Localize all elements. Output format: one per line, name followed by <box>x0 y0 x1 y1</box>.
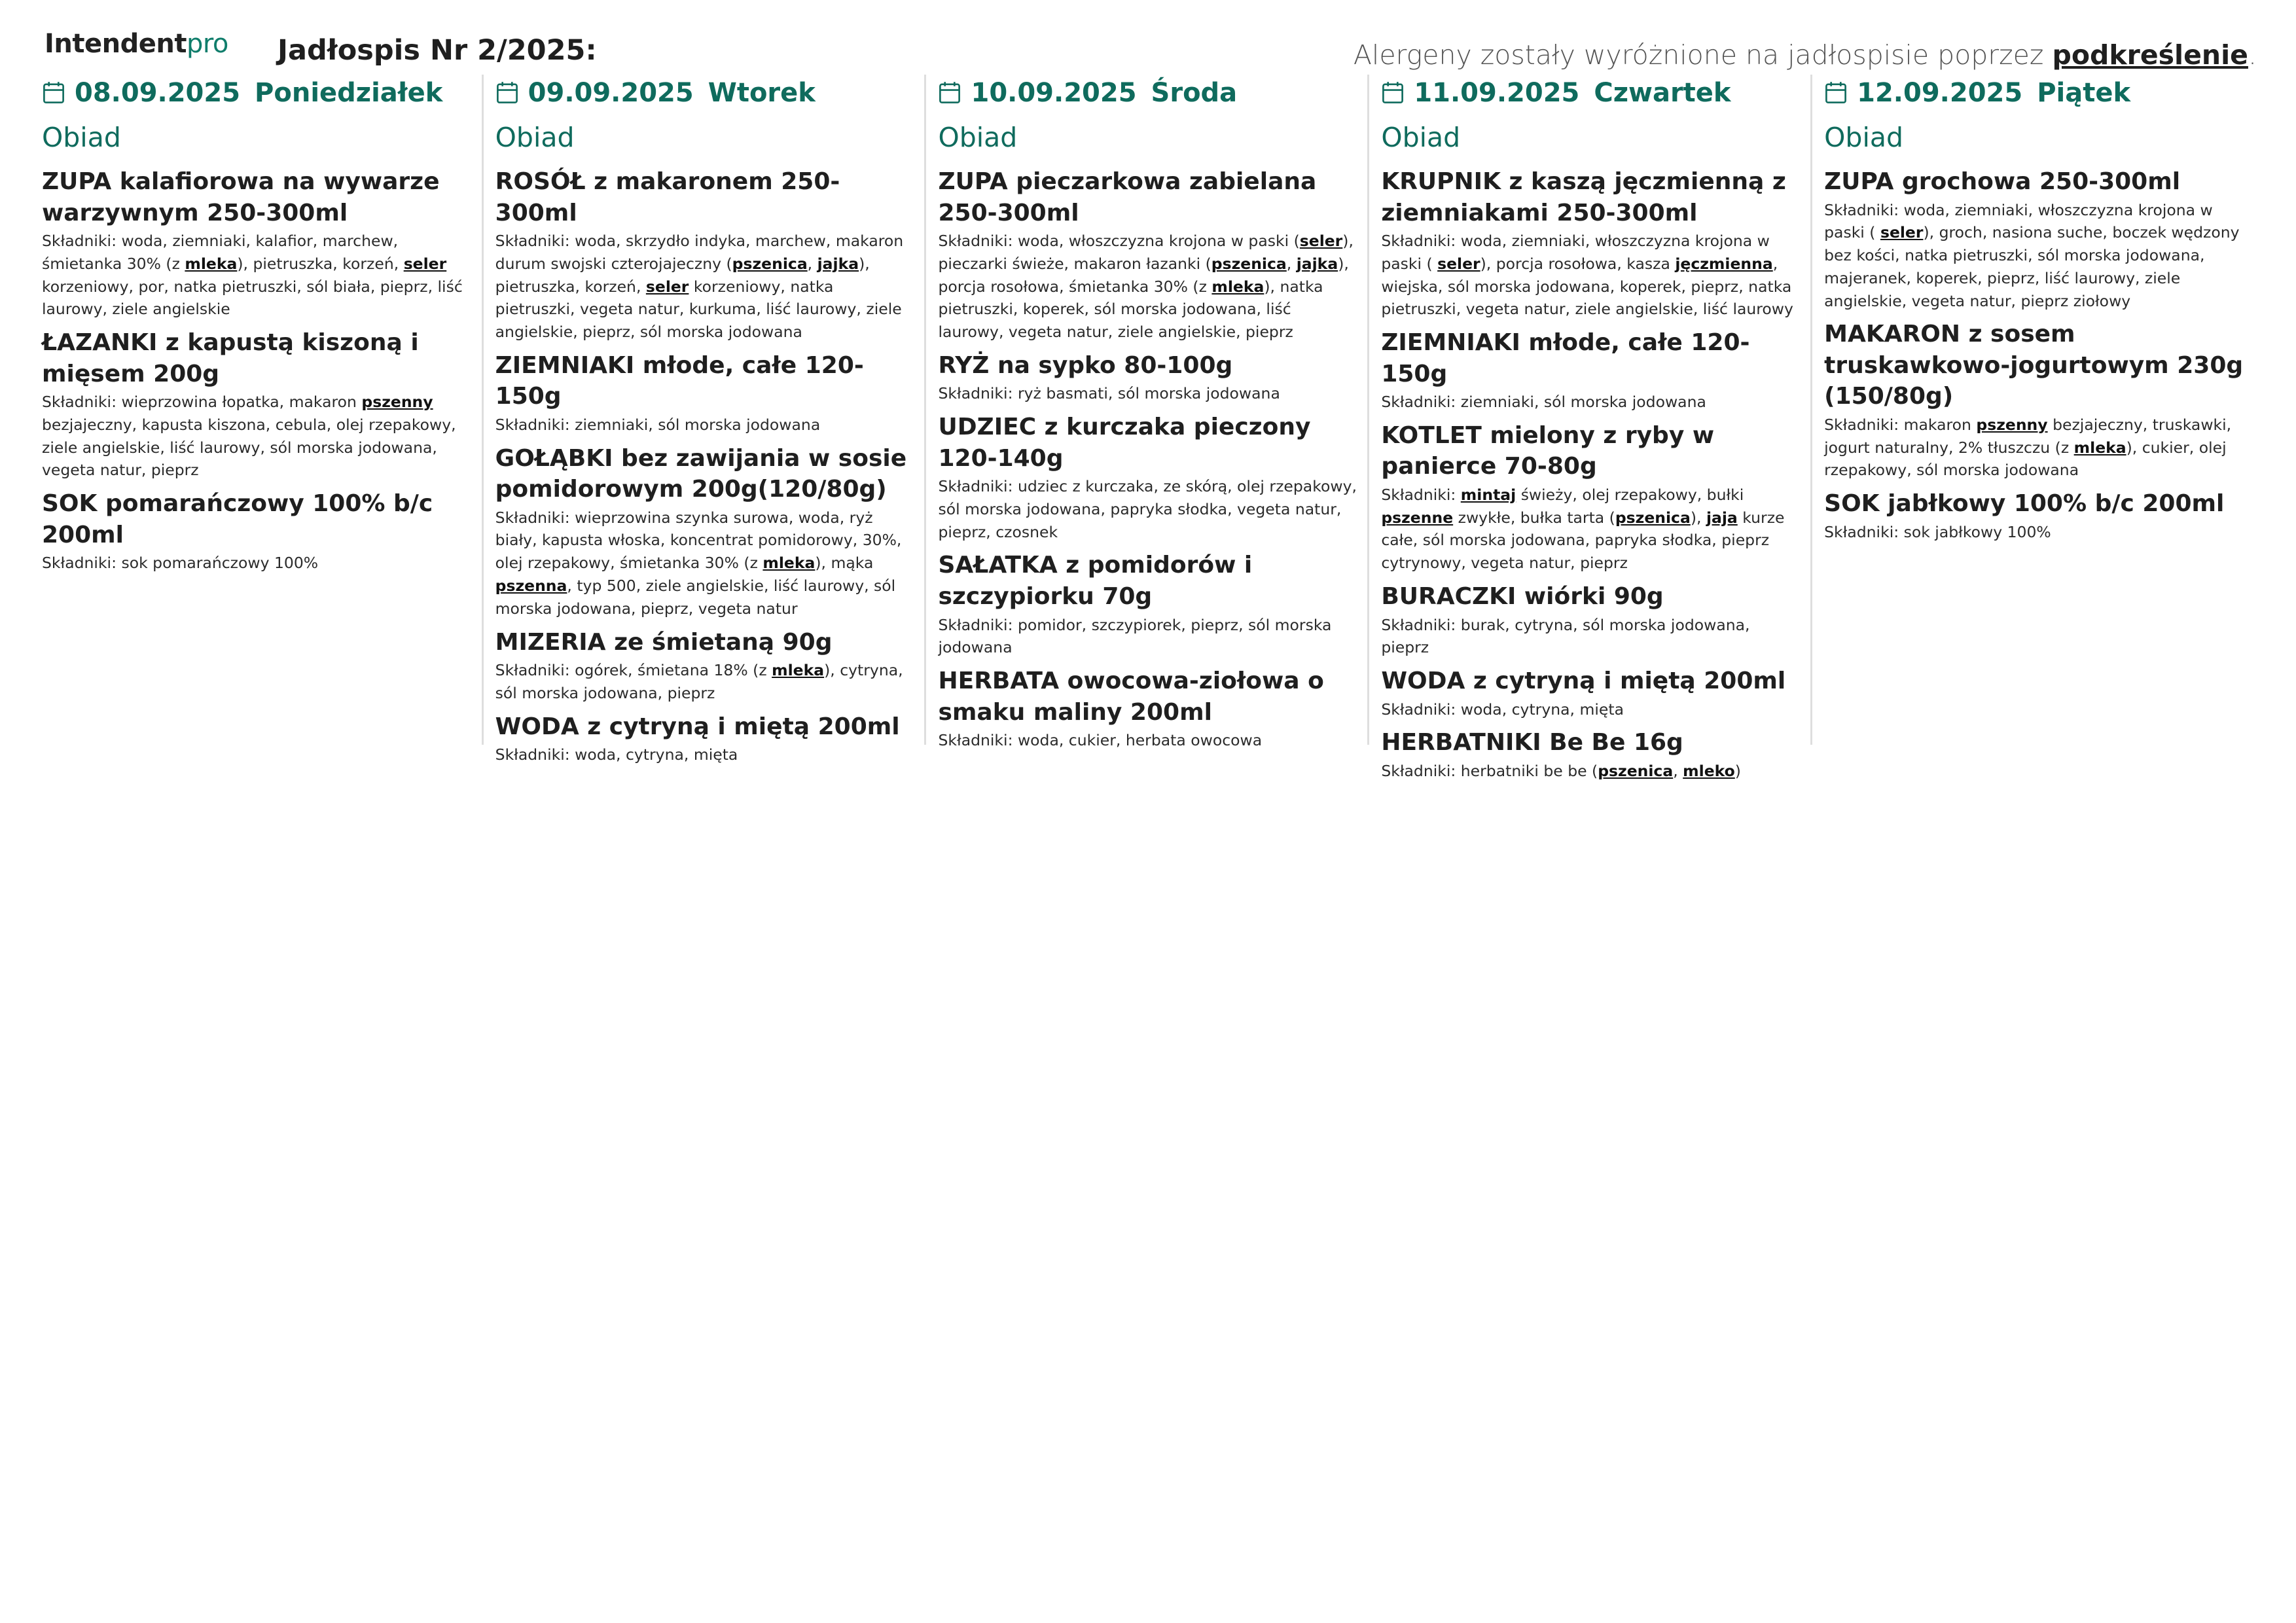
allergen: seler <box>1880 223 1924 242</box>
day-weekday: Piątek <box>2037 78 2131 108</box>
dish-ingredients <box>1381 230 1802 321</box>
ingredient-text: Składniki: ogórek, śmietana 18% (z <box>495 661 772 680</box>
dish-name: UDZIEC z kurczaka pieczony 120-140g <box>938 414 1311 472</box>
allergen: pszenny <box>361 393 433 412</box>
dish-name: ŁAZANKI z kapustą kiszoną i mięsem 200g <box>42 329 419 387</box>
dish-item <box>938 666 1363 752</box>
allergen: jęczmienna <box>1675 254 1773 273</box>
ingredient-text: ), pieczarki świeże, makaron łazanki ( <box>938 232 1354 273</box>
allergen: jaja <box>1706 508 1738 527</box>
ingredient-text: ), natka pietruszki, koperek, sól morska jodowana, liść laurowy, vegeta natur, ziele angielskie, pieprz <box>938 277 1323 342</box>
dish-name: ZUPA kalafiorowa na wywarze warzywnym 250-300ml <box>42 168 440 226</box>
dish-ingredients <box>495 507 916 620</box>
allergen: seler <box>1299 232 1343 251</box>
allergen: pszenne <box>1381 508 1454 527</box>
dish-name: SAŁATKA z pomidorów i szczypiorku 70g <box>938 552 1253 610</box>
ingredient-text: ), porcja rosołowa, kasza <box>1480 254 1676 273</box>
dish-ingredients <box>1381 484 1802 575</box>
calendar-icon <box>1824 80 1857 105</box>
ingredient-text: Składniki: herbatniki be be ( <box>1381 761 1598 780</box>
ingredient-text: ), pietruszka, korzeń, <box>237 254 404 273</box>
dish-name: ZUPA grochowa 250-300ml <box>1824 168 2181 195</box>
dish-item <box>1381 327 1806 414</box>
allergen: pszenica <box>1211 254 1287 273</box>
allergen: seler <box>403 254 447 273</box>
dish-item <box>1824 166 2249 312</box>
dish-name: GOŁĄBKI bez zawijania w sosie pomidorowym 200g(120/80g) <box>495 444 907 503</box>
ingredient-text: Składniki: pomidor, szczypiorek, pieprz, sól morska jodowana <box>938 615 1332 657</box>
dish-name: KOTLET mielony z ryby w panierce 70-80g <box>1381 421 1715 480</box>
day-column <box>927 72 1371 789</box>
meal-label: Obiad <box>938 122 1018 153</box>
ingredient-text: Składniki: wieprzowina szynka surowa, woda, ryż biały, kapusta włoska, koncentrat pomidorowy, 30%, olej rzepakowy, śmietanka 30% (z <box>495 508 902 573</box>
allergen-note <box>1354 39 2257 71</box>
ingredient-text: Składniki: ziemniaki, sól morska jodowana <box>495 415 821 434</box>
dish-item <box>938 412 1363 543</box>
meal-label: Obiad <box>495 122 575 153</box>
ingredient-text: Składniki: makaron <box>1824 415 1977 434</box>
allergen: seler <box>645 277 689 296</box>
day-column <box>1814 72 2257 789</box>
dish-item <box>495 166 920 344</box>
ingredient-text: Składniki: woda, cukier, herbata owocowa <box>938 731 1263 750</box>
ingredient-text: ), pietruszka, korzeń, <box>495 254 870 296</box>
allergen: pszenica <box>732 254 808 273</box>
dish-ingredients <box>1381 698 1802 721</box>
allergen: pszenna <box>495 576 567 595</box>
dish-ingredients <box>1381 614 1802 660</box>
calendar-icon <box>938 80 971 105</box>
allergen-note-emphasis: podkreślenie <box>2052 39 2248 71</box>
logo <box>45 29 228 59</box>
dish-item <box>495 711 920 766</box>
dish-name: WODA z cytryną i miętą 200ml <box>495 713 900 740</box>
dish-name: ZUPA pieczarkowa zabielana 250-300ml <box>938 168 1317 226</box>
dish-name: ZIEMNIAKI młode, całe 120-150g <box>1381 329 1750 387</box>
ingredient-text: ), cytryna, sól morska jodowana, pieprz <box>495 661 903 702</box>
dish-ingredients <box>1824 414 2245 482</box>
dish-ingredients <box>938 382 1359 405</box>
day-weekday: Wtorek <box>708 78 816 108</box>
dish-ingredients <box>938 729 1359 752</box>
ingredient-text: , <box>1286 254 1297 273</box>
dish-item <box>938 550 1363 659</box>
meal-label: Obiad <box>42 122 121 153</box>
dish-name: SOK jabłkowy 100% b/c 200ml <box>1824 490 2225 518</box>
dish-ingredients <box>938 230 1359 344</box>
dish-name: ROSÓŁ z makaronem 250-300ml <box>495 168 840 226</box>
day-column <box>485 72 928 789</box>
ingredient-text: , wiejska, sól morska jodowana, koperek, pieprz, natka pietruszki, vegeta natur, ziele angielskie, liść laurowy <box>1381 254 1793 319</box>
allergen: mleka <box>1211 277 1265 296</box>
day-header <box>42 72 477 114</box>
dish-ingredients <box>938 614 1359 660</box>
ingredient-text: zwykłe, bułka tarta ( <box>1453 508 1615 527</box>
dish-item <box>1381 666 1806 721</box>
allergen-note-prefix: Alergeny zostały wyróżnione na jadłospisie poprzez <box>1353 39 2053 71</box>
ingredient-text: ), cukier, olej rzepakowy, sól morska jodowana <box>1824 438 2227 480</box>
dish-name: MIZERIA ze śmietaną 90g <box>495 628 833 656</box>
dish-name: ZIEMNIAKI młode, całe 120-150g <box>495 351 864 410</box>
dish-ingredients <box>495 414 916 437</box>
allergen-note-suffix: . <box>2248 39 2257 71</box>
day-header <box>1824 72 2249 114</box>
calendar-icon <box>42 80 75 105</box>
calendar-icon <box>495 80 528 105</box>
day-weekday: Środa <box>1151 78 1238 108</box>
dish-ingredients <box>42 391 473 482</box>
dish-ingredients <box>495 230 916 344</box>
dish-item <box>938 350 1363 405</box>
allergen: pszenica <box>1615 508 1691 527</box>
ingredient-text: ), porcja rosołowa, śmietanka 30% (z <box>938 254 1349 296</box>
ingredient-text: ), mąka <box>815 554 874 573</box>
dish-item <box>1824 319 2249 482</box>
allergen: pszenny <box>1976 415 2048 434</box>
allergen: mleka <box>2073 438 2126 457</box>
day-header <box>495 72 920 114</box>
day-weekday: Poniedziałek <box>255 78 443 108</box>
ingredient-text: ), <box>1690 508 1706 527</box>
ingredient-text: ) <box>1734 761 1741 780</box>
day-column <box>42 72 485 789</box>
dish-item <box>42 166 477 321</box>
day-header <box>938 72 1363 114</box>
dish-ingredients <box>938 475 1359 543</box>
dish-item <box>495 443 920 620</box>
meal-label: Obiad <box>1824 122 1903 153</box>
ingredient-text: ), groch, nasiona suche, boczek wędzony bez kości, natka pietruszki, sól morska jodowana, majeranek, koperek, pieprz, liść laurowy, ziele angielskie, vegeta natur, pieprz ziołowy <box>1824 223 2240 310</box>
day-date: 12.09.2025 <box>1857 78 2023 108</box>
ingredient-text: Składniki: sok jabłkowy 100% <box>1824 522 2051 541</box>
dish-ingredients <box>42 552 473 575</box>
dish-name: KRUPNIK z kaszą jęczmienną z ziemniakami 250-300ml <box>1381 168 1786 226</box>
ingredient-text: bezjajeczny, truskawki, jogurt naturalny, 2% tłuszczu (z <box>1824 415 2232 457</box>
dish-item <box>1381 581 1806 659</box>
dish-item <box>42 488 477 575</box>
allergen: mleka <box>762 554 816 573</box>
ingredient-text: Składniki: ryż basmati, sól morska jodowana <box>938 384 1280 403</box>
day-header <box>1381 72 1806 114</box>
dish-ingredients <box>1824 521 2245 544</box>
ingredient-text: Składniki: woda, włoszczyzna krojona w paski ( <box>938 232 1300 251</box>
allergen: jajka <box>817 254 859 273</box>
ingredient-text: świeży, olej rzepakowy, bułki <box>1516 485 1744 504</box>
ingredient-text: Składniki: udziec z kurczaka, ze skórą, olej rzepakowy, sól morska jodowana, papryka słodka, vegeta natur, pieprz, czosnek <box>938 477 1357 541</box>
dish-item <box>1381 727 1806 782</box>
ingredient-text: Składniki: burak, cytryna, sól morska jodowana, pieprz <box>1381 615 1750 657</box>
ingredient-text: Składniki: woda, ziemniaki, kalafior, marchew, śmietanka 30% (z <box>42 232 399 273</box>
dish-name: MAKARON z sosem truskawkowo-jogurtowym 230g (150/80g) <box>1824 321 2244 410</box>
ingredient-text: Składniki: sok pomarańczowy 100% <box>42 554 319 573</box>
ingredient-text: Składniki: woda, ziemniaki, włoszczyzna krojona w paski ( <box>1824 200 2213 242</box>
dish-ingredients <box>495 659 916 705</box>
dish-ingredients <box>495 743 916 766</box>
ingredient-text: kurze całe, sól morska jodowana, papryka słodka, pieprz cytrynowy, vegeta natur, pieprz <box>1381 508 1785 573</box>
dish-item <box>938 166 1363 344</box>
day-date: 11.09.2025 <box>1414 78 1580 108</box>
ingredient-text: , typ 500, ziele angielskie, liść laurowy, sól morska jodowana, pieprz, vegeta natur <box>495 576 896 618</box>
allergen: mintaj <box>1460 485 1516 504</box>
ingredient-text: Składniki: wieprzowina łopatka, makaron <box>42 393 362 412</box>
allergen: mleko <box>1683 761 1735 780</box>
dish-name: RYŻ na sypko 80-100g <box>938 351 1233 379</box>
ingredient-text: Składniki: woda, ziemniaki, włoszczyzna krojona w paski ( <box>1381 232 1770 273</box>
dish-name: HERBATNIKI Be Be 16g <box>1381 729 1683 757</box>
ingredient-text: Składniki: woda, skrzydło indyka, marchew, makaron durum swojski czterojajeczny ( <box>495 232 904 273</box>
dish-item <box>495 350 920 437</box>
day-weekday: Czwartek <box>1594 78 1731 108</box>
ingredient-text: , <box>807 254 817 273</box>
day-column <box>1371 72 1814 789</box>
ingredient-text: Składniki: ziemniaki, sól morska jodowana <box>1381 393 1706 412</box>
logo-text-accent: pro <box>186 29 228 59</box>
dish-name: BURACZKI wiórki 90g <box>1381 582 1664 610</box>
dish-ingredients <box>1824 199 2245 313</box>
dish-ingredients <box>1381 760 1802 783</box>
dish-item <box>495 627 920 705</box>
dish-item <box>42 327 477 482</box>
allergen: mleka <box>772 661 825 680</box>
calendar-icon <box>1381 80 1414 105</box>
ingredient-text: Składniki: <box>1381 485 1461 504</box>
ingredient-text: Składniki: woda, cytryna, mięta <box>1381 700 1624 719</box>
ingredient-text: Składniki: woda, cytryna, mięta <box>495 745 738 764</box>
ingredient-text: korzeniowy, por, natka pietruszki, sól biała, pieprz, liść laurowy, ziele angielskie <box>42 277 463 319</box>
allergen: pszenica <box>1598 761 1674 780</box>
day-date: 08.09.2025 <box>75 78 241 108</box>
dish-name: SOK pomarańczowy 100% b/c 200ml <box>42 490 433 548</box>
dish-ingredients <box>42 230 473 321</box>
day-date: 10.09.2025 <box>971 78 1137 108</box>
logo-text-main: Intendent <box>45 29 187 59</box>
day-date: 09.09.2025 <box>528 78 694 108</box>
dish-name: WODA z cytryną i miętą 200ml <box>1381 668 1786 695</box>
dish-ingredients <box>1381 391 1802 414</box>
allergen: jajka <box>1296 254 1338 273</box>
dish-item <box>1381 166 1806 321</box>
ingredient-text: korzeniowy, natka pietruszki, vegeta natur, kurkuma, liść laurowy, ziele angielskie, pieprz, sól morska jodowana <box>495 277 902 342</box>
allergen: seler <box>1437 254 1480 273</box>
dish-name: HERBATA owocowa-ziołowa o smaku maliny 200ml <box>938 668 1324 726</box>
ingredient-text: bezjajeczny, kapusta kiszona, cebula, olej rzepakowy, ziele angielskie, liść laurowy, sól morska jodowana, vegeta natur, pieprz <box>42 415 456 480</box>
dish-item <box>1381 420 1806 575</box>
meal-label: Obiad <box>1381 122 1461 153</box>
ingredient-text: , <box>1673 761 1683 780</box>
allergen: mleka <box>185 254 238 273</box>
menu-title: Jadłospis Nr 2/2025: <box>278 34 597 67</box>
day-columns <box>42 72 2257 789</box>
dish-item <box>1824 488 2249 543</box>
